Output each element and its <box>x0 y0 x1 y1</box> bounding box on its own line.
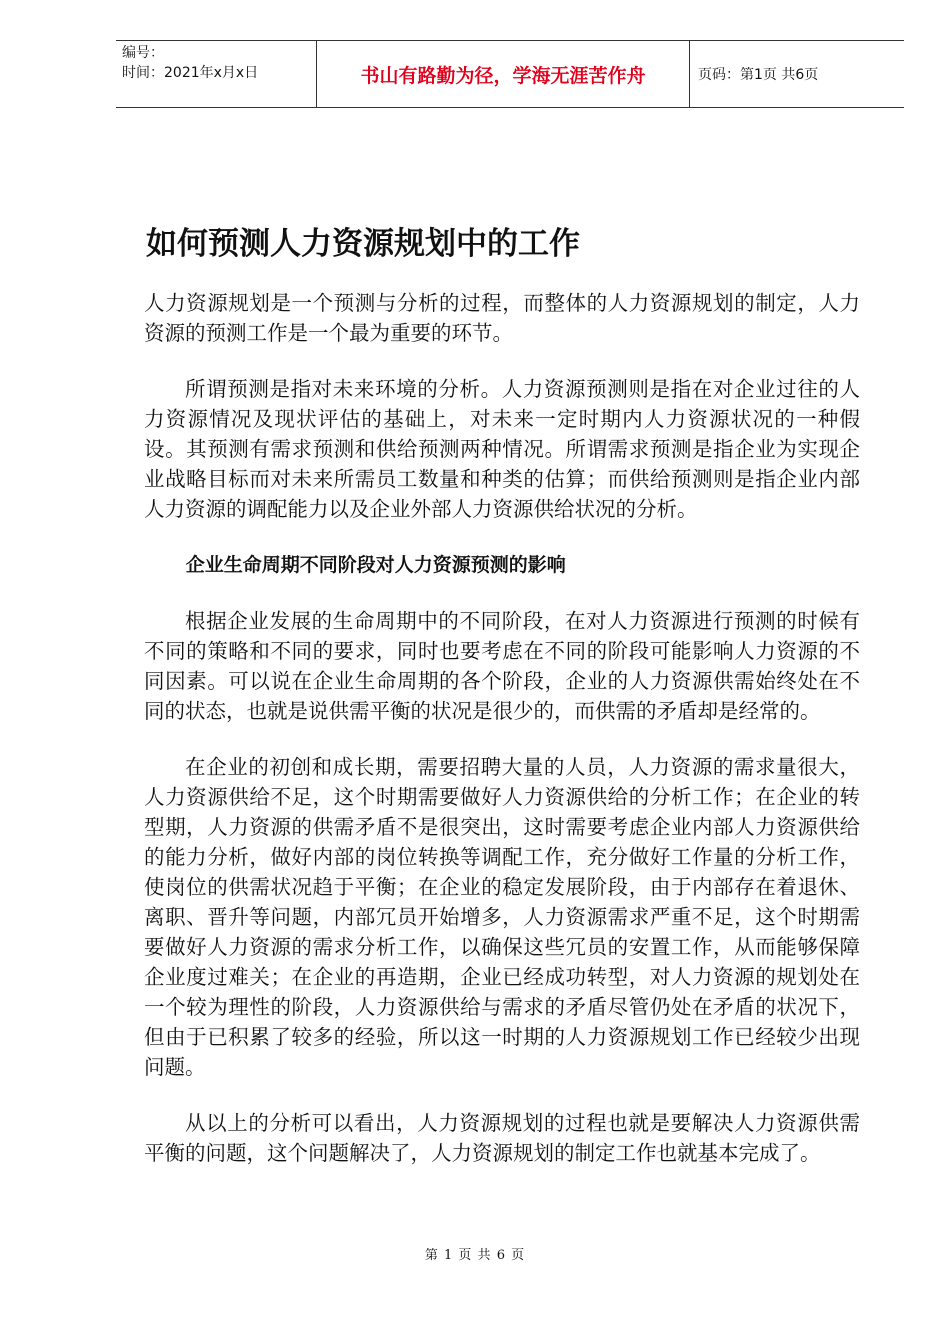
page-footer: 第 1 页 共 6 页 <box>424 1248 526 1263</box>
paragraph-2: 所谓预测是指对未来环境的分析。人力资源预测则是指在对企业过往的人力资源情况及现状评估的基础上，对未来一定时期内人力资源状况的一种假设。其预测有需求预测和供给预测两种情况。所谓需求预测是指企业为实现企业战略目标而对未来所需员工数量和种类的估算；而供给预测则是指企业内部人力资源的调配能力以及企业外部人力资源供给状况的分析。 <box>144 377 860 521</box>
paragraph-4: 在企业的初创和成长期，需要招聘大量的人员，人力资源的需求量很大，人力资源供给不足，这个时期需要做好人力资源供给的分析工作；在企业的转型期，人力资源的供需矛盾不是很突出，这时需要考虑企业内部人力资源供给的能力分析，做好内部的岗位转换等调配工作，充分做好工作量的分析工作，使岗位的供需状况趋于平衡；在企业的稳定发展阶段，由于内部存在着退休、离职、晋升等问题，内部冗员开始增多，人力资源需求严重不足，这个时期需要做好人力资源的需求分析工作，以确保这些冗员的安置工作，从而能够保障企业度过难关；在企业的再造期，企业已经成功转型，对人力资源的规划处在一个较为理性的阶段，人力资源供给与需求的矛盾尽管仍处在矛盾的状况下，但由于已积累了较多的经验，所以这一时期的人力资源规划工作已经较少出现问题。 <box>144 755 860 1079</box>
paragraph-1: 人力资源规划是一个预测与分析的过程，而整体的人力资源规划的制定，人力资源的预测工作是一个最为重要的环节。 <box>144 291 860 345</box>
number-label: 编号： <box>122 45 164 61</box>
time-label: 时间：2021年x月x日 <box>122 65 259 81</box>
header-meta-cell <box>116 41 316 107</box>
header-motto: 书山有路勤为径，学海无涯苦作舟 <box>316 41 690 107</box>
header-page-label: 页码：第1页 共6页 <box>698 67 819 83</box>
document-title: 如何预测人力资源规划中的工作 <box>146 226 580 262</box>
paragraph-5: 从以上的分析可以看出，人力资源规划的过程也就是要解决人力资源供需平衡的问题，这个问题解决了，人力资源规划的制定工作也就基本完成了。 <box>144 1111 860 1165</box>
document-body <box>144 288 860 1194</box>
paragraph-3: 根据企业发展的生命周期中的不同阶段，在对人力资源进行预测的时候有不同的策略和不同的要求，同时也要考虑在不同的阶段可能影响人力资源的不同因素。可以说在企业生命周期的各个阶段，企业的人力资源供需始终处在不同的状态，也就是说供需平衡的状况是很少的，而供需的矛盾却是经常的。 <box>144 609 860 723</box>
section-heading: 企业生命周期不同阶段对人力资源预测的影响 <box>185 554 566 576</box>
header-table <box>116 40 904 108</box>
